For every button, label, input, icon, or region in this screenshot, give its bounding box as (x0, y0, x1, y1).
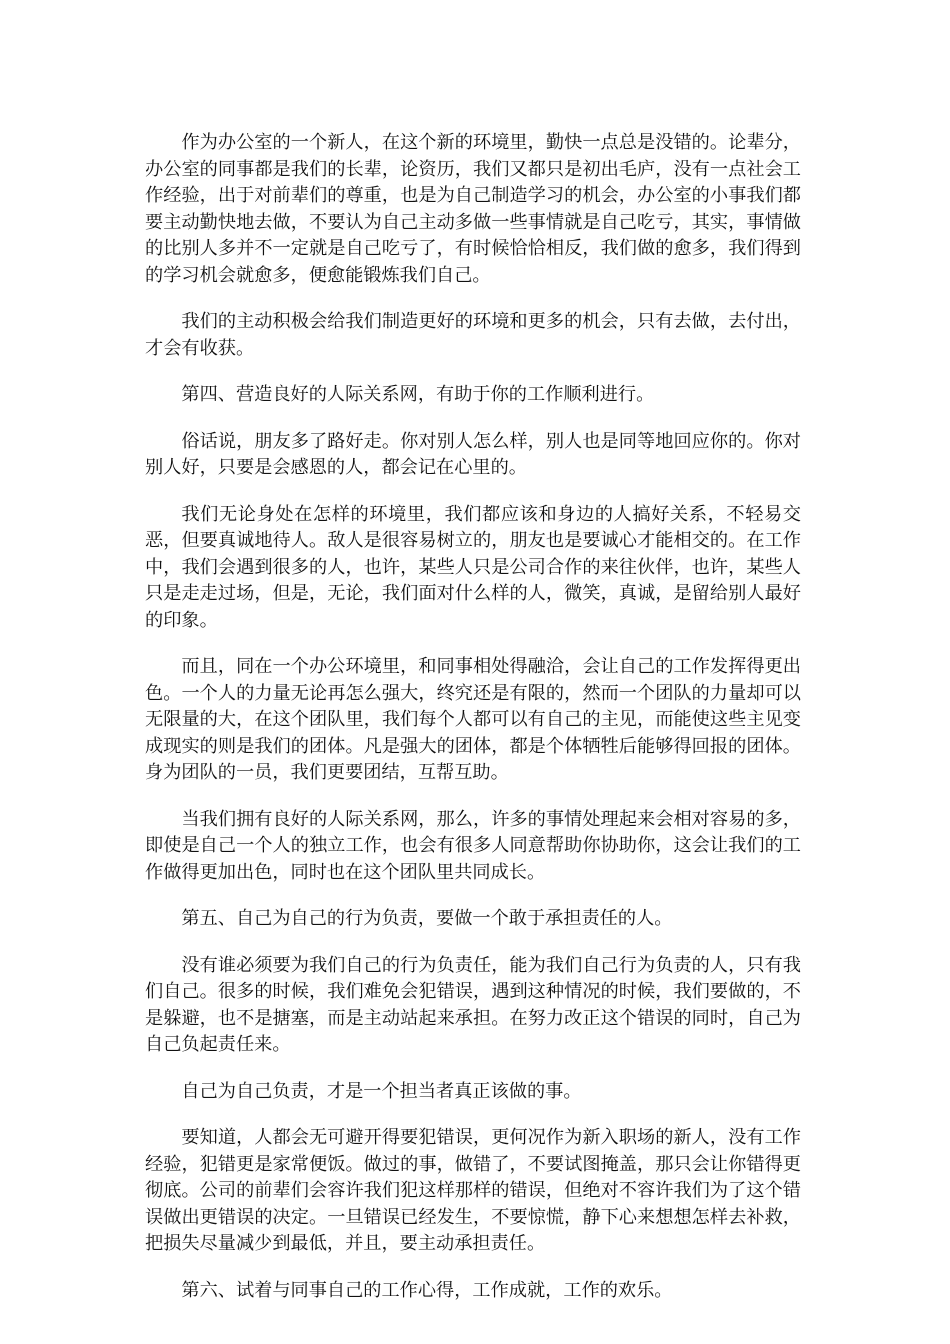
section-heading-six: 第六、试着与同事自己的工作心得，工作成就，工作的欢乐。 (181, 1279, 673, 1301)
paragraph-initiative: 我们的主动积极会给我们制造更好的环境和更多的机会，只有去做，去付出，才会有收获。 (145, 311, 801, 359)
paragraph-good-relations: 我们无论身处在怎样的环境里，我们都应该和身边的人搞好关系，不轻易交恶，但要真诚地待人。敌人是很容易树立的，朋友也是要诚心才能相交的。在工作中，我们会遇到很多的人，也许，某些人只是公司合作的来往伙伴，也许，某些人只是走走过场，但是，无论，我们面对什么样的人，微笑，真诚，是留给别人最好的印象。 (145, 503, 801, 631)
paragraph-network-benefits: 当我们拥有良好的人际关系网，那么，许多的事情处理起来会相对容易的多，即使是自己一个人的独立工作，也会有很多人同意帮助你协助你，这会让我们的工作做得更加出色，同时也在这个团队里共同成长。 (145, 808, 801, 883)
paragraph-teamwork: 而且，同在一个办公环境里，和同事相处得融洽，会让自己的工作发挥得更出色。一个人的力量无论再怎么强大，终究还是有限的，然而一个团队的力量却可以无限量的大，在这个团队里，我们每个人都可以有自己的主见，而能使这些主见变成现实的则是我们的团体。凡是强大的团体，都是个体牺牲后能够得回报的团体。身为团队的一员，我们更要团结，互帮互助。 (145, 656, 801, 783)
section-heading-four: 第四、营造良好的人际关系网，有助于你的工作顺利进行。 (181, 384, 655, 405)
paragraph-newcomer-diligence: 作为办公室的一个新人，在这个新的环境里，勤快一点总是没错的。论辈分，办公室的同事都是我们的长辈，论资历，我们又都只是初出毛庐，没有一点社会工作经验，出于对前辈们的尊重，也是为自己制造学习的机会，办公室的小事我们都要主动勤快地去做，不要认为自己主动多做一些事情就是自己吃亏，其实，事情做的比别人多并不一定就是自己吃亏了，有时候恰恰相反，我们做的愈多，我们得到的学习机会就愈多，便愈能锻炼我们自己。 (145, 132, 801, 286)
paragraph-mistakes: 要知道，人都会无可避开得要犯错误，更何况作为新入职场的新人，没有工作经验，犯错更是家常便饭。做过的事，做错了，不要试图掩盖，那只会让你错得更彻底。公司的前辈们会容许我们犯这样那样的错误，但绝对不容许我们为了这个错误做出更错误的决定。一旦错误已经发生，不要惊慌，静下心来想想怎样去补救，把损失尽量减少到最低，并且，要主动承担责任。 (145, 1127, 801, 1254)
section-heading-five: 第五、自己为自己的行为负责，要做一个敢于承担责任的人。 (181, 908, 673, 929)
document-body (145, 130, 801, 1324)
paragraph-self-responsibility: 自己为自己负责，才是一个担当者真正该做的事。 (181, 1080, 582, 1102)
paragraph-responsibility: 没有谁必须要为我们自己的行为负责任，能为我们自己行为负责的人，只有我们自己。很多的时候，我们难免会犯错误，遇到这种情况的时候，我们要做的，不是躲避，也不是搪塞，而是主动站起来承担。在努力改正这个错误的同时，自己为自己负起责任来。 (145, 954, 801, 1055)
paragraph-proverb-friends: 俗话说，朋友多了路好走。你对别人怎么样，别人也是同等地回应你的。你对别人好，只要是会感恩的人，都会记在心里的。 (145, 430, 801, 478)
